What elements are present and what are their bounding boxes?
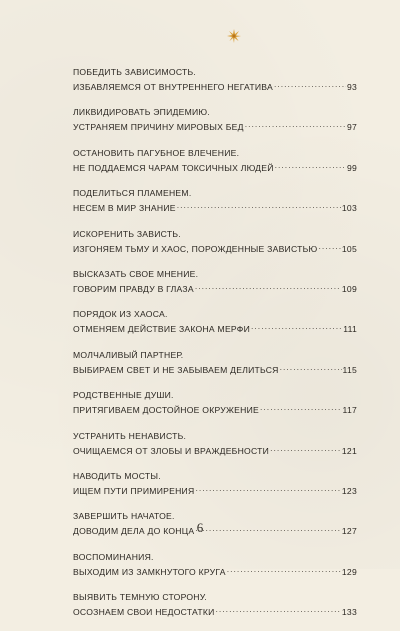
toc-entry-page: 109 (341, 283, 357, 294)
toc-entry-subtitle: ДОВОДИМ ДЕЛА ДО КОНЦА (73, 526, 195, 537)
toc-entry-page: 129 (341, 566, 357, 577)
dot-leader (245, 119, 346, 130)
toc-entry-subtitle-line (73, 443, 357, 458)
toc-entry-subtitle: ВЫХОДИМ ИЗ ЗАМКНУТОГО КРУГА (73, 566, 226, 577)
toc-entry (73, 389, 357, 417)
toc-entry-title: ОСТАНОВИТЬ ПАГУБНОЕ ВЛЕЧЕНИЕ. (73, 147, 240, 158)
toc-entry-page: 97 (346, 122, 357, 133)
toc-entry-page: 99 (346, 162, 357, 173)
toc-entry-subtitle: ОЧИЩАЕМСЯ ОТ ЗЛОБЫ И ВРАЖДЕБНОСТИ (73, 445, 270, 456)
toc-entry-title: ВЫСКАЗАТЬ СВОЕ МНЕНИЕ. (73, 268, 199, 279)
toc-entry (73, 591, 357, 619)
toc-entry-subtitle: ПРИТЯГИВАЕМ ДОСТОЙНОЕ ОКРУЖЕНИЕ (73, 405, 260, 416)
dot-leader (270, 443, 341, 454)
toc-entry-title: ЛИКВИДИРОВАТЬ ЭПИДЕМИЮ. (73, 107, 210, 118)
toc-entry-page: 121 (341, 445, 357, 456)
dot-leader (177, 200, 341, 211)
toc-entry-title: МОЛЧАЛИВЫЙ ПАРТНЕР. (73, 349, 184, 360)
toc-entry (73, 66, 357, 94)
toc-entry-page: 117 (342, 405, 357, 416)
toc-entry-title: ПОДЕЛИТЬСЯ ПЛАМЕНЕМ. (73, 188, 192, 199)
toc-entry-page: 115 (342, 364, 357, 375)
flame-burst-icon (226, 28, 242, 44)
table-of-contents (73, 66, 357, 631)
toc-entry (73, 268, 357, 296)
toc-entry-subtitle: ИЩЕМ ПУТИ ПРИМИРЕНИЯ (73, 485, 195, 496)
toc-entry-subtitle-line (73, 604, 357, 619)
toc-entry-subtitle-line (73, 200, 357, 215)
toc-entry-subtitle-line (73, 281, 357, 296)
toc-entry-subtitle: ИЗГОНЯЕМ ТЬМУ И ХАОС, ПОРОЖДЕННЫЕ ЗАВИСТЬЮ (73, 243, 318, 254)
toc-entry-subtitle-line (73, 321, 357, 336)
dot-leader (251, 321, 342, 332)
toc-entry (73, 430, 357, 458)
toc-entry (73, 147, 357, 175)
toc-entry (73, 228, 357, 256)
toc-entry (73, 349, 357, 377)
toc-entry-page: 111 (343, 324, 357, 335)
toc-entry-title: ЗАВЕРШИТЬ НАЧАТОЕ. (73, 511, 175, 522)
toc-entry-page: 127 (341, 526, 357, 537)
toc-entry-subtitle-line (73, 79, 357, 94)
toc-entry-subtitle-line (73, 119, 357, 134)
toc-entry (73, 470, 357, 498)
toc-entry-page: 133 (341, 607, 357, 618)
dot-leader (274, 79, 346, 90)
toc-entry-title: РОДСТВЕННЫЕ ДУШИ. (73, 390, 174, 401)
toc-entry-title: ПОРЯДОК ИЗ ХАОСА. (73, 309, 168, 320)
toc-entry-title: ИСКОРЕНИТЬ ЗАВИСТЬ. (73, 228, 181, 239)
toc-entry (73, 308, 357, 336)
toc-entry-subtitle-line (73, 241, 357, 256)
toc-entry-title: НАВОДИТЬ МОСТЫ. (73, 470, 161, 481)
toc-entry-page: 93 (346, 82, 357, 92)
toc-entry (73, 106, 357, 134)
toc-entry-subtitle-line (73, 362, 357, 377)
dot-leader (195, 281, 341, 292)
dot-leader (260, 402, 342, 413)
toc-entry-subtitle: ОСОЗНАЕМ СВОИ НЕДОСТАТКИ (73, 607, 215, 618)
dot-leader (318, 241, 340, 252)
toc-entry-subtitle-line (73, 564, 357, 579)
toc-entry-page: 103 (341, 203, 357, 214)
toc-entry-subtitle: НЕСЕМ В МИР ЗНАНИЕ (73, 203, 176, 214)
toc-entry (73, 551, 357, 579)
toc-entry-subtitle: ОТМЕНЯЕМ ДЕЙСТВИЕ ЗАКОНА МЕРФИ (73, 324, 251, 335)
dot-leader (280, 362, 342, 373)
toc-entry-title: ПОБЕДИТЬ ЗАВИСИМОСТЬ. (73, 67, 197, 77)
dot-leader (227, 564, 341, 575)
page-number: 6 (196, 520, 204, 535)
toc-entry-title: ВОСПОМИНАНИЯ. (73, 551, 154, 562)
toc-entry-title: УСТРАНИТЬ НЕНАВИСТЬ. (73, 430, 187, 441)
toc-entry-subtitle: ИЗБАВЛЯЕМСЯ ОТ ВНУТРЕННЕГО НЕГАТИВА (73, 82, 273, 92)
toc-entry-subtitle-line (73, 483, 357, 498)
toc-entry-subtitle-line (73, 160, 357, 175)
toc-entry-subtitle: УСТРАНЯЕМ ПРИЧИНУ МИРОВЫХ БЕД (73, 122, 244, 133)
dot-leader (216, 604, 341, 615)
toc-entry-subtitle: НЕ ПОДДАЕМСЯ ЧАРАМ ТОКСИЧНЫХ ЛЮДЕЙ (73, 162, 274, 173)
toc-entry-subtitle: ВЫБИРАЕМ СВЕТ И НЕ ЗАБЫВАЕМ ДЕЛИТЬСЯ (73, 364, 279, 375)
toc-entry-subtitle-line (73, 402, 357, 417)
toc-entry-title: ВЫЯВИТЬ ТЕМНУЮ СТОРОНУ. (73, 592, 207, 603)
dot-leader (275, 160, 346, 171)
toc-entry-page: 123 (341, 485, 357, 496)
dot-leader (195, 483, 340, 494)
toc-entry (73, 187, 357, 215)
toc-entry-subtitle: ГОВОРИМ ПРАВДУ В ГЛАЗА (73, 283, 194, 294)
toc-entry-page: 105 (341, 243, 357, 254)
